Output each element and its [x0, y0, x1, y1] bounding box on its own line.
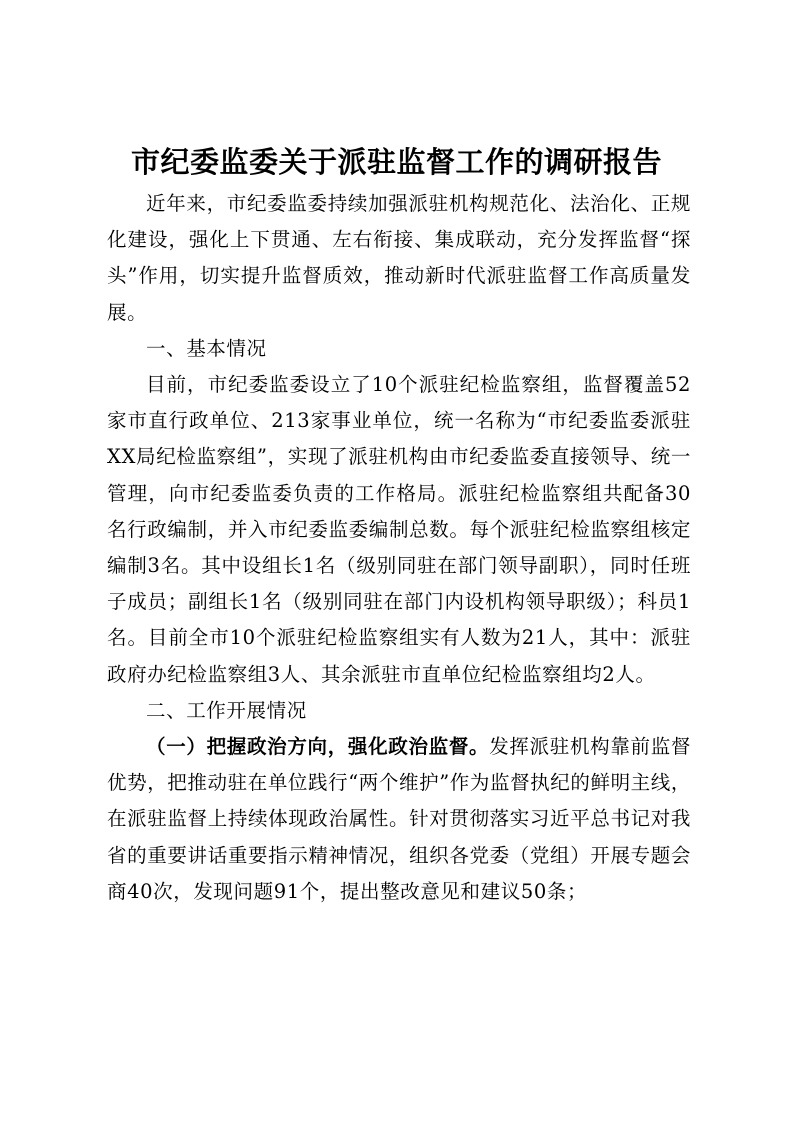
- political-supervision-text: 发挥派驻机构靠前监督优势，把推动驻在单位践行“两个维护”作为监督执纪的鲜明主线，在派驻监督上持续体现政治属性。针对贯彻落实习近平总书记对我省的重要讲话重要指示精神情况，组织各党委（党组）开展专题会商40次，发现问题91个，提出整改意见和建议50条；: [107, 735, 691, 903]
- document-body: [107, 186, 691, 910]
- subsection-heading-political-supervision: （一）把握政治方向，强化政治监督。: [146, 735, 490, 759]
- basic-situation-paragraph: 目前，市纪委监委设立了10个派驻纪检监察组，监督覆盖52家市直行政单位、213家事业单位，统一名称为“市纪委监委派驻XX局纪检监察组”，实现了派驻机构由市纪委监委直接领导、统一管理，向市纪委监委负责的工作格局。派驻纪检监察组共配备30名行政编制，并入市纪委监委编制总数。每个派驻纪检监察组核定编制3名。其中设组长1名（级别同驻在部门领导副职），同时任班子成员；副组长1名（级别同驻在部门内设机构领导职级）；科员1名。目前全市10个派驻纪检监察组实有人数为21人，其中：派驻政府办纪检监察组3人、其余派驻市直单位纪检监察组均2人。: [107, 373, 691, 686]
- intro-paragraph: 近年来，市纪委监委持续加强派驻机构规范化、法治化、正规化建设，强化上下贯通、左右衔接、集成联动，充分发挥监督“探头”作用，切实提升监督质效，推动新时代派驻监督工作高质量发展。: [107, 192, 691, 324]
- document-title: 市纪委监委关于派驻监督工作的调研报告: [130, 145, 662, 179]
- section-heading-basic-situation: 一、基本情况: [146, 336, 267, 360]
- section-heading-work-progress: 二、工作开展情况: [146, 698, 307, 722]
- work-progress-paragraph: [107, 729, 691, 910]
